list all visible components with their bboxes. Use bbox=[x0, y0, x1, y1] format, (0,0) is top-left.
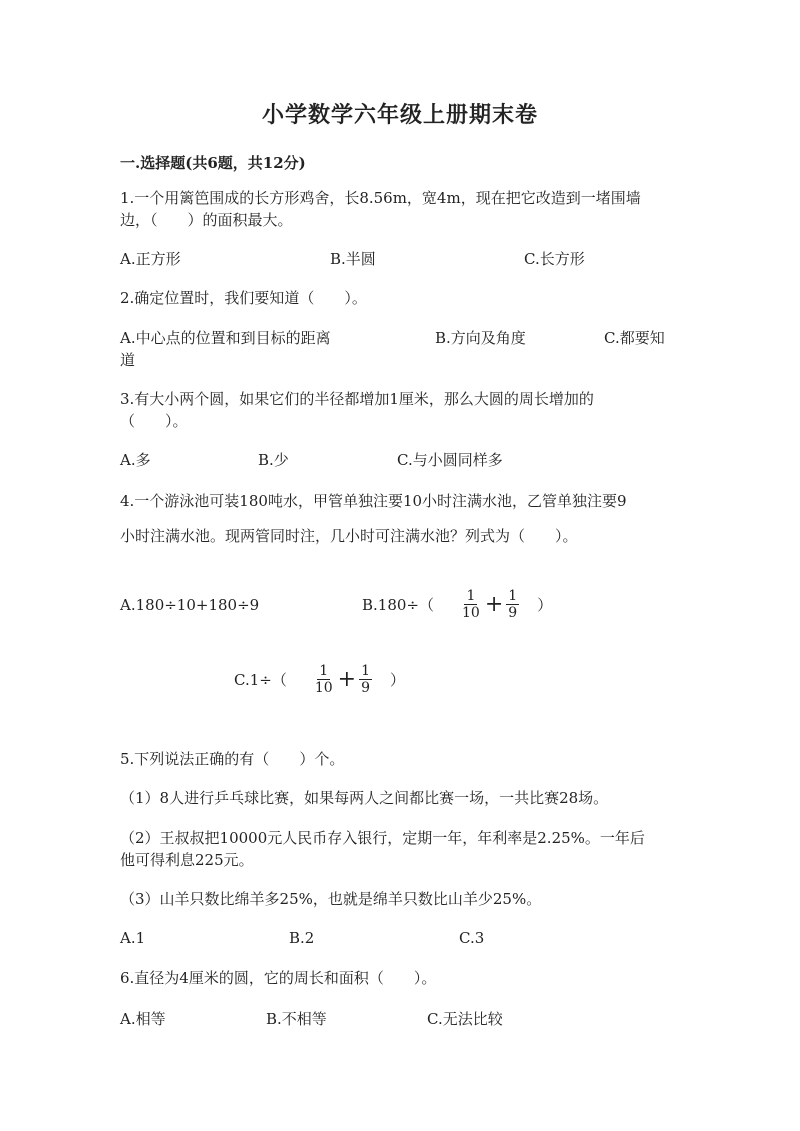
question-4-line-2: 小时注满水池。现两管同时注，几小时可注满水池？列式为（ ）。 bbox=[120, 527, 578, 545]
question-3-line-1: 3.有大小两个圆，如果它们的半径都增加1厘米，那么大圆的周长增加的 bbox=[120, 390, 594, 408]
question-1-option-a: A.正方形 bbox=[120, 250, 181, 268]
fraction-denominator: 9 bbox=[508, 605, 518, 621]
fraction-numerator: 1 bbox=[466, 588, 476, 604]
fraction-one-tenth bbox=[460, 588, 482, 621]
fraction-one-ninth bbox=[506, 588, 519, 621]
section-heading: 一.选择题(共6题，共12分) bbox=[120, 154, 306, 172]
question-2-option-b: B.方向及角度 bbox=[435, 329, 526, 347]
question-5-statement-1: （1）8人进行乒乓球比赛，如果每两人之间都比赛一场，一共比赛28场。 bbox=[120, 789, 609, 807]
question-3-option-b: B.少 bbox=[258, 451, 289, 469]
plus-sign: + bbox=[484, 591, 504, 617]
question-5-statement-3: （3）山羊只数比绵羊多25%，也就是绵羊只数比山羊少25%。 bbox=[120, 890, 542, 908]
question-6-option-b: B.不相等 bbox=[266, 1010, 327, 1028]
question-1-option-b: B.半圆 bbox=[330, 250, 376, 268]
fraction-denominator: 9 bbox=[361, 680, 371, 696]
option-b-prefix: B.180÷（ bbox=[362, 595, 434, 614]
question-2-text: 2.确定位置时，我们要知道（ ）。 bbox=[120, 289, 367, 307]
question-1-option-c: C.长方形 bbox=[524, 250, 585, 268]
question-2-option-c-wrap: 道 bbox=[120, 351, 136, 369]
question-5-statement-2-line-1: （2）王叔叔把10000元人民币存入银行，定期一年，年利率是2.25%。一年后 bbox=[120, 829, 645, 847]
question-2-option-a: A.中心点的位置和到目标的距离 bbox=[120, 329, 331, 347]
question-4-line-1: 4.一个游泳池可装180吨水，甲管单独注要10小时注满水池，乙管单独注要9 bbox=[120, 492, 627, 510]
question-4-option-a: A.180÷10+180÷9 bbox=[120, 596, 260, 614]
question-3-line-2: （ ）。 bbox=[120, 412, 188, 430]
question-1-line-2: 边，（ ）的面积最大。 bbox=[120, 211, 293, 229]
fraction-numerator: 1 bbox=[508, 588, 518, 604]
page-title: 小学数学六年级上册期末卷 bbox=[261, 102, 538, 128]
question-3-option-c: C.与小圆同样多 bbox=[397, 451, 503, 469]
question-3-option-a: A.多 bbox=[120, 451, 151, 469]
plus-sign: + bbox=[337, 666, 357, 692]
fraction-numerator: 1 bbox=[319, 663, 329, 679]
fraction-one-ninth bbox=[359, 663, 372, 696]
question-6-option-c: C.无法比较 bbox=[427, 1010, 503, 1028]
option-c-prefix: C.1÷（ bbox=[234, 670, 287, 689]
question-5-text: 5.下列说法正确的有（ ）个。 bbox=[120, 750, 345, 768]
fraction-numerator: 1 bbox=[361, 663, 371, 679]
question-6-option-a: A.相等 bbox=[120, 1010, 166, 1028]
question-2-option-c: C.都要知 bbox=[604, 329, 665, 347]
question-4-option-c bbox=[234, 663, 405, 696]
option-b-suffix: ） bbox=[537, 595, 553, 614]
fraction-denominator: 10 bbox=[314, 680, 333, 696]
question-5-option-a: A.1 bbox=[120, 929, 146, 947]
question-6-text: 6.直径为4厘米的圆，它的周长和面积（ ）。 bbox=[120, 969, 437, 987]
fraction-one-tenth bbox=[313, 663, 335, 696]
question-1-line-1: 1.一个用篱笆围成的长方形鸡舍，长8.56m，宽4m，现在把它改造到一堵围墙 bbox=[120, 189, 641, 207]
fraction-denominator: 10 bbox=[462, 605, 480, 621]
question-5-statement-2-line-2: 他可得利息225元。 bbox=[120, 851, 254, 869]
question-4-option-b bbox=[362, 588, 552, 621]
question-5-option-c: C.3 bbox=[459, 929, 485, 947]
question-5-option-b: B.2 bbox=[289, 929, 315, 947]
option-c-suffix: ） bbox=[390, 670, 406, 689]
